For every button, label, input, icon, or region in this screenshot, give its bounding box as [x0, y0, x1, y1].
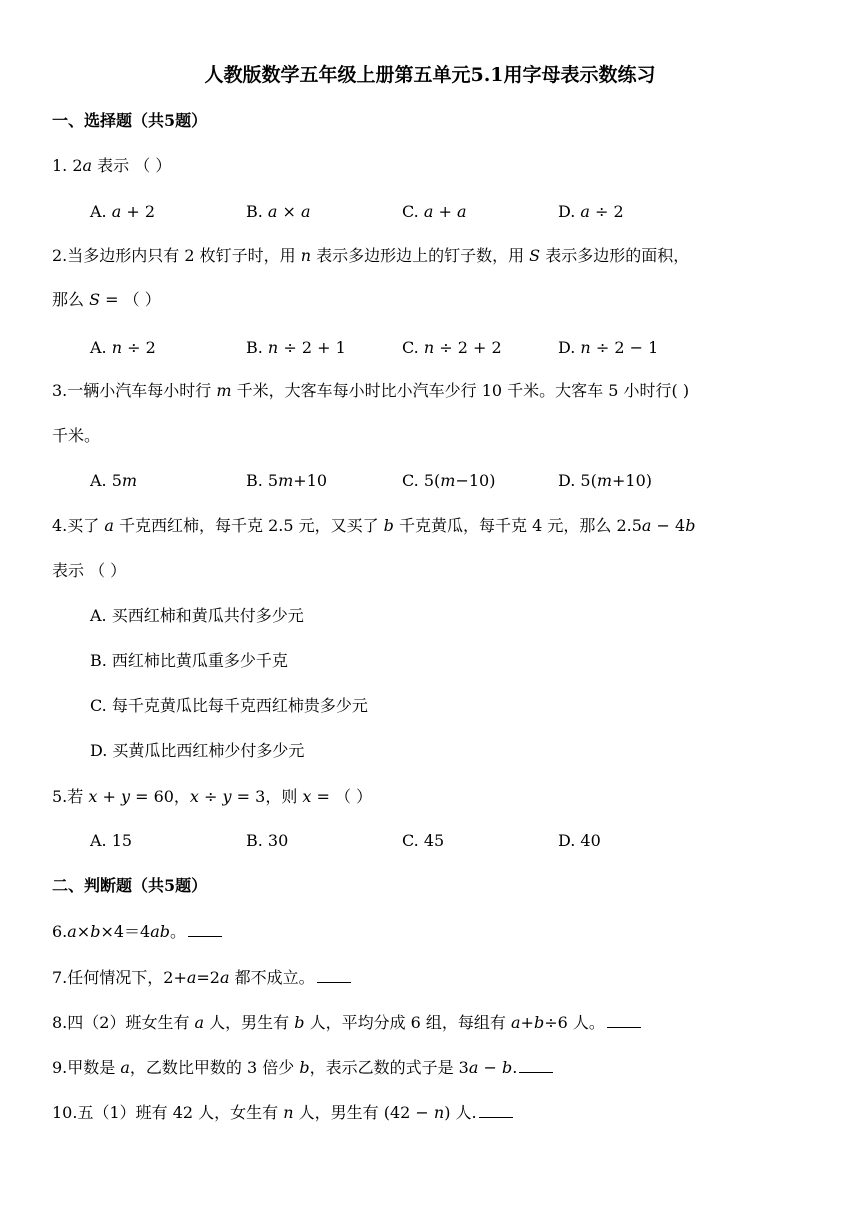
question-5-options: [0, 830, 860, 852]
question-6: [52, 921, 222, 943]
question-3-option-d[interactable]: D. 5(𝑚+10): [558, 471, 653, 490]
question-2-option-a[interactable]: A. 𝑛 ÷ 2: [90, 338, 156, 357]
question-8-answer-blank[interactable]: [607, 1013, 641, 1028]
question-9-answer-blank[interactable]: [519, 1058, 553, 1073]
question-6-answer-blank[interactable]: [188, 922, 222, 937]
question-8: [52, 1012, 641, 1034]
question-4-option-a[interactable]: A. 买西红柿和黄瓜共付多少元: [90, 606, 304, 625]
question-1-options: [0, 201, 860, 223]
question-3-option-b[interactable]: B. 5𝑚+10: [246, 471, 328, 490]
question-2-option-b[interactable]: B. 𝑛 ÷ 2 + 1: [246, 338, 346, 357]
question-6-stem: 6.𝑎×𝑏×4＝4𝑎𝑏。: [52, 922, 187, 941]
question-4-option-c[interactable]: C. 每千克黄瓜比每千克西红柿贵多少元: [90, 696, 368, 715]
question-10-answer-blank[interactable]: [479, 1103, 513, 1118]
question-8-stem: 8.四（2）班女生有 𝑎 人，男生有 𝑏 人，平均分成 6 组，每组有 𝑎+𝑏÷6 人。: [52, 1013, 605, 1032]
question-1-stem: 1. 2𝑎 表示 （ ）: [52, 156, 172, 175]
question-10: [52, 1102, 513, 1124]
question-3-option-a[interactable]: A. 5𝑚: [90, 471, 138, 490]
question-10-stem: 10.五（1）班有 42 人，女生有 𝑛 人，男生有 (42 − 𝑛) 人.: [52, 1103, 477, 1122]
question-4-stem-line-2: 表示 （ ）: [52, 561, 127, 580]
question-5-option-c[interactable]: C. 45: [402, 831, 445, 850]
question-2-stem-line-2: 那么 𝑆 = （ ）: [52, 290, 161, 309]
question-7: [52, 967, 351, 989]
question-3-options: [0, 470, 860, 492]
question-3-option-c[interactable]: C. 5(𝑚−10): [402, 471, 496, 490]
question-1-option-a[interactable]: A. 𝑎 + 2: [90, 202, 156, 221]
page-title: 人教版数学五年级上册第五单元5.1用字母表示数练习: [204, 64, 656, 86]
question-5-stem: 5.若 𝑥 + 𝑦 = 60，𝑥 ÷ 𝑦 = 3，则 𝑥 = （ ）: [52, 787, 373, 806]
question-4-stem-line-1: 4.买了 𝑎 千克西红柿，每千克 2.5 元，又买了 𝑏 千克黄瓜，每千克 4 元，那么 2.5𝑎 − 4𝑏: [52, 516, 696, 535]
question-9-stem: 9.甲数是 𝑎，乙数比甲数的 3 倍少 𝑏，表示乙数的式子是 3𝑎 − 𝑏.: [52, 1058, 518, 1077]
question-2-option-c[interactable]: C. 𝑛 ÷ 2 + 2: [402, 338, 502, 357]
question-3-stem-line-2: 千米。: [52, 426, 101, 445]
section-heading-true-false: 二、判断题（共5题）: [52, 876, 208, 895]
question-5-option-a[interactable]: A. 15: [90, 831, 133, 850]
question-2-option-d[interactable]: D. 𝑛 ÷ 2 − 1: [558, 338, 659, 357]
question-4-option-b[interactable]: B. 西红柿比黄瓜重多少千克: [90, 651, 288, 670]
question-7-stem: 7.任何情况下，2+𝑎=2𝑎 都不成立。: [52, 968, 315, 987]
question-1-option-b[interactable]: B. 𝑎 × 𝑎: [246, 202, 311, 221]
question-7-answer-blank[interactable]: [317, 968, 351, 983]
question-1-option-c[interactable]: C. 𝑎 + 𝑎: [402, 202, 467, 221]
question-2-stem-line-1: 2.当多边形内只有 2 枚钉子时，用 𝑛 表示多边形边上的钉子数，用 𝑆 表示多边形的面积，: [52, 246, 690, 265]
question-3-stem-line-1: 3.一辆小汽车每小时行 𝑚 千米，大客车每小时比小汽车少行 10 千米。大客车 5 小时行( ): [52, 381, 690, 400]
question-1-option-d[interactable]: D. 𝑎 ÷ 2: [558, 202, 624, 221]
question-4-option-d[interactable]: D. 买黄瓜比西红柿少付多少元: [90, 741, 305, 760]
section-heading-multiple-choice: 一、选择题（共5题）: [52, 111, 208, 130]
question-5-option-b[interactable]: B. 30: [246, 831, 289, 850]
question-2-options: [0, 337, 860, 359]
question-9: [52, 1057, 553, 1079]
question-5-option-d[interactable]: D. 40: [558, 831, 601, 850]
